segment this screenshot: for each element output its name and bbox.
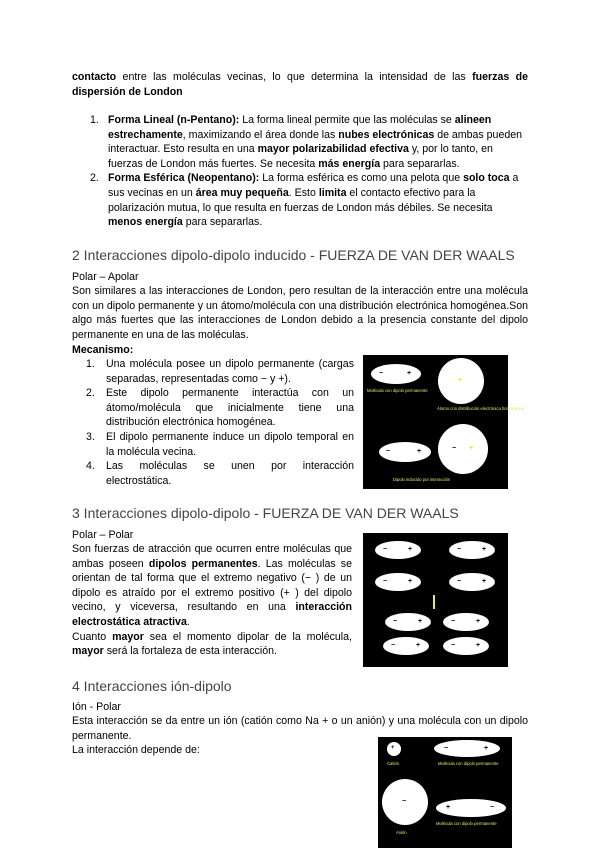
molecule-ellipse: − +: [385, 613, 431, 631]
molecule-ellipse: − +: [443, 637, 489, 655]
list-item: 2. Este dipolo permanente interactúa con un átomo/molécula que inicialmente tiene una distribución electrónica homogénea.: [86, 387, 354, 429]
list-item: 2. Forma Esférica (Neopentano): La forma esférica es como una pelota que solo toca a sus vecinas en un área muy pequeña. Esto limita el contacto efectivo para la polarización mutua, lo que resulta en fuerzas de London más débiles. Se necesita menos energía para separarlas.: [90, 172, 519, 229]
figure-dipole-dipole: [363, 533, 508, 667]
cation-circle: +: [387, 742, 401, 756]
section-paragraph: Esta interacción se da entre un ión (catión como Na + o un anión) y una molécula con un dipolo permanente.: [72, 715, 528, 742]
mechanism-label: Mecanismo:: [72, 344, 134, 356]
separator-line: [433, 595, 435, 609]
molecule-ellipse: − +: [434, 740, 500, 757]
molecule-ellipse: + −: [436, 799, 506, 817]
molecule-ellipse: − +: [449, 541, 495, 559]
figure-ion-dipole: + Catión − + Molécula con dipolo permanente − Anión + − Molécula con dipolo permanente: [378, 737, 512, 848]
section-heading: 2 Interacciones dipolo-dipolo inducido - FUERZA DE VAN DER WAALS: [72, 247, 515, 263]
atom-circle: +: [438, 358, 484, 404]
anion-circle: −: [382, 779, 428, 825]
molecule-ellipse: − +: [375, 541, 421, 559]
molecule-ellipse: − +: [443, 613, 489, 631]
section-paragraph: Son similares a las interacciones de London, pero resultan de la interacción entre una molécula con un dipolo permanente y un átomo/molécula con una distribución electrónica homogénea.Son algo más fuertes que las interacciones de London debido a la presencia constante del dipolo permanente en una de las moléculas.: [72, 285, 528, 341]
list-item: 1. Una molécula posee un dipolo permanente (cargas separadas, representadas como − y +).: [86, 358, 354, 385]
induced-atom-circle: − +: [438, 424, 488, 474]
section-heading: 3 Interacciones dipolo-dipolo - FUERZA DE VAN DER WAALS: [72, 505, 459, 521]
list-item: 4. Las moléculas se unen por interacción electrostática.: [86, 460, 354, 487]
molecule-ellipse: − +: [371, 364, 421, 384]
section-subtitle: Polar – Apolar: [72, 271, 139, 283]
figure-dipole-induced: − + Molécula con dipolo permanente + Átomo con distribución electrónica homogénea − + − + Dipolo inducido por interacción: [363, 355, 508, 489]
intro-paragraph: contacto entre las moléculas vecinas, lo que determina la intensidad de las fuerzas de dispersión de London: [72, 71, 528, 98]
molecule-ellipse: − +: [449, 573, 495, 591]
section-subtitle: Ión - Polar: [72, 701, 121, 713]
shape-list: [72, 113, 528, 230]
section-heading: 4 Interacciones ión-dipolo: [72, 678, 232, 694]
list-item: 1. Forma Lineal (n-Pentano): La forma lineal permite que las moléculas se alineen estrechamente, maximizando el área donde las nubes electrónicas de ambas pueden interactuar. Esto resulta en una mayor polarizabilidad efectiva y, por lo tanto, en fuerzas de London más fuertes. Se necesita más energía para separarlas.: [90, 114, 523, 170]
list-item: 3. El dipolo permanente induce un dipolo temporal en la molécula vecina.: [86, 430, 354, 458]
mechanism-list: [72, 357, 354, 488]
molecule-ellipse: − +: [379, 442, 431, 462]
section-paragraph: Son fuerzas de atracción que ocurren entre moléculas que ambas poseen dipolos permanentes. Las moléculas se orientan de tal forma que el extremo negativo (− ) de un dipolo es atraído por el extremo positivo (+ ) del dipolo vecino, y viceversa, resultando en una interacción electrostática atractiva. Cuanto mayor sea el momento dipolar de la molécula, mayor será la fortaleza de esta interacción.: [72, 543, 352, 658]
section-subtitle: Polar – Polar: [72, 529, 134, 541]
molecule-ellipse: − +: [375, 573, 421, 591]
depends-label: La interacción depende de:: [72, 744, 200, 756]
molecule-ellipse: − +: [383, 637, 429, 655]
